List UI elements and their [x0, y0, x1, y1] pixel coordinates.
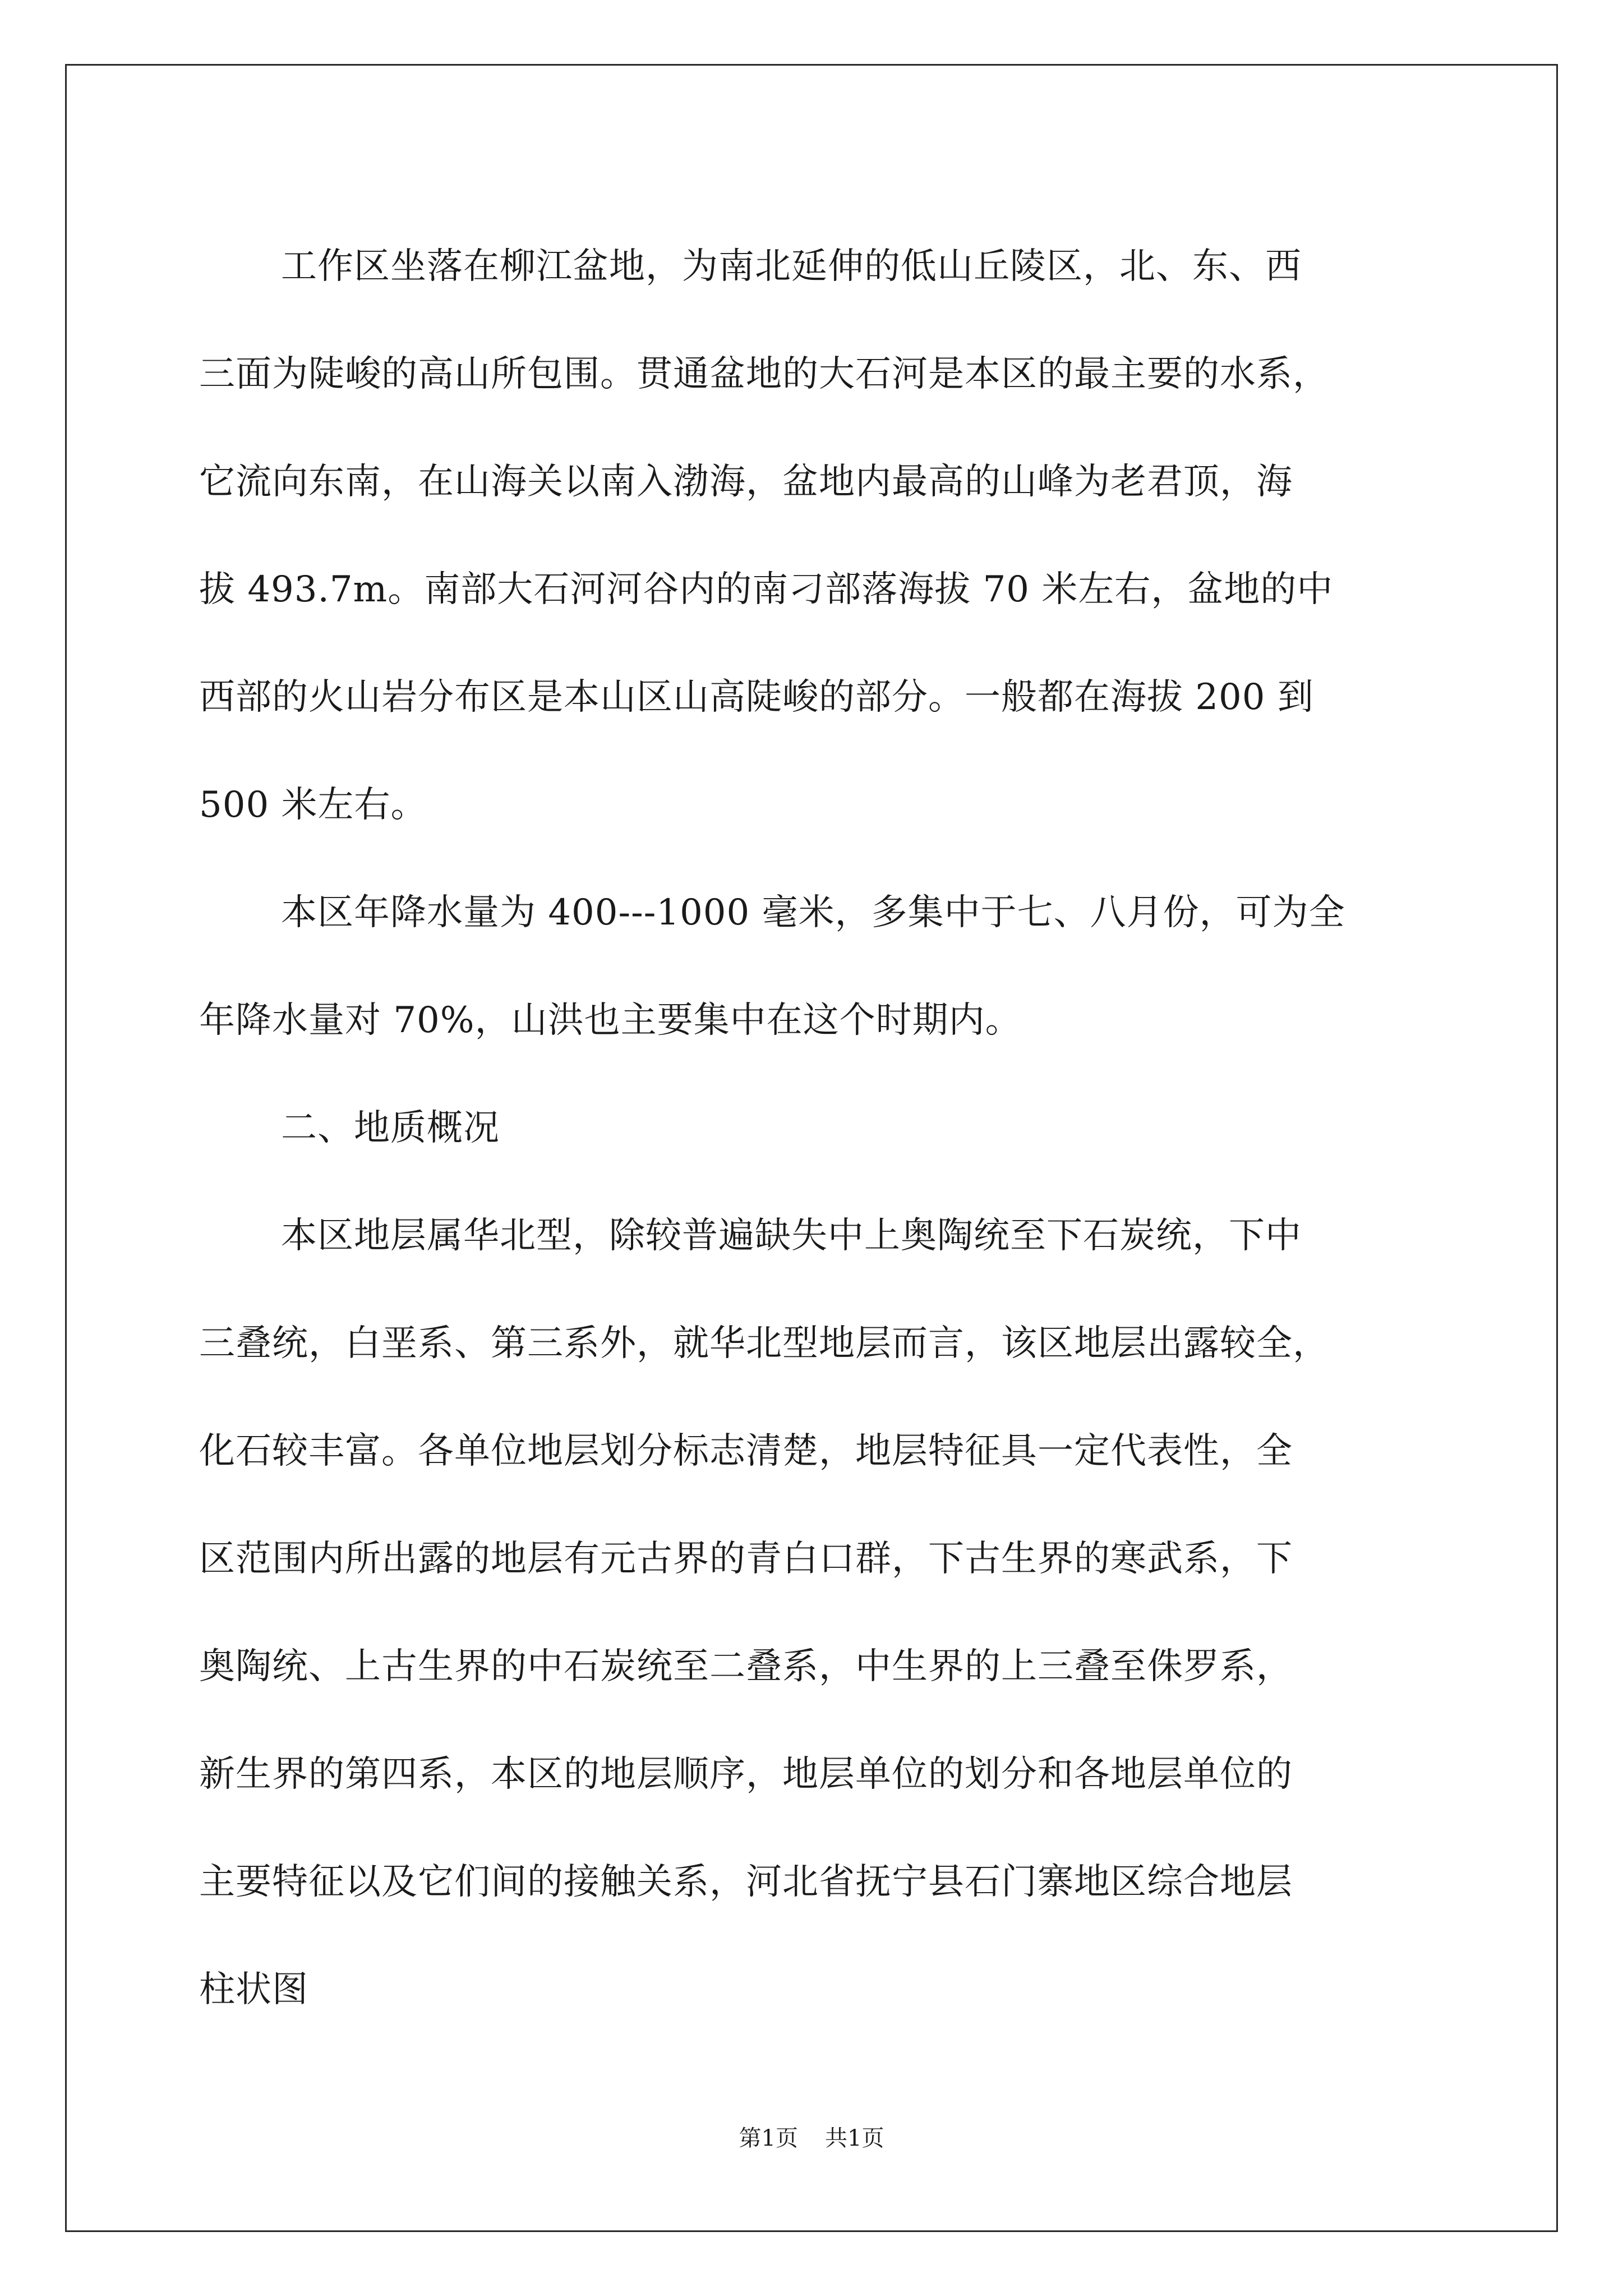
text-line: 它流向东南，在山海关以南入渤海，盆地内最高的山峰为老君顶，海 [199, 461, 1293, 503]
text-line: 区范围内所出露的地层有元古界的青白口群，下古生界的寒武系，下 [199, 1538, 1293, 1580]
paragraph-rainfall [199, 859, 1450, 1074]
page-number: 第1页 [739, 2125, 798, 2151]
page-footer [0, 2120, 1623, 2152]
text-line: 三叠统，白垩系、第三系外，就华北型地层而言，该区地层出露较全， [199, 1323, 1329, 1364]
text-line: 柱状图 [199, 1969, 308, 2010]
page-total: 共1页 [825, 2125, 884, 2151]
paragraph-terrain [199, 213, 1450, 859]
text-line: 本区年降水量为 400---1000 毫米，多集中于七、八月份，可为全 [281, 892, 1345, 933]
text-line: 西部的火山岩分布区是本山区山高陡峻的部分。一般都在海拔 200 到 [199, 677, 1314, 718]
section-heading-text: 二、地质概况 [281, 1107, 500, 1149]
section-heading-geology [199, 1074, 1450, 1182]
text-line: 拔 493.7m。南部大石河河谷内的南刁部落海拔 70 米左右，盆地的中 [199, 569, 1334, 610]
document-body [199, 213, 1450, 2044]
text-line: 新生界的第四系，本区的地层顺序，地层单位的划分和各地层单位的 [199, 1754, 1293, 1795]
text-line: 三面为陡峻的高山所包围。贯通盆地的大石河是本区的最主要的水系， [199, 353, 1329, 395]
text-line: 奥陶统、上古生界的中石炭统至二叠系，中生界的上三叠至侏罗系， [199, 1646, 1293, 1687]
text-line: 工作区坐落在柳江盆地，为南北延伸的低山丘陵区，北、东、西 [281, 246, 1302, 287]
text-line: 500 米左右。 [199, 784, 427, 826]
text-line: 年降水量对 70%，山洪也主要集中在这个时期内。 [199, 1000, 1022, 1041]
text-line: 主要特征以及它们间的接触关系，河北省抚宁县石门寨地区综合地层 [199, 1861, 1293, 1903]
text-line: 化石较丰富。各单位地层划分标志清楚，地层特征具一定代表性，全 [199, 1430, 1293, 1472]
text-line: 本区地层属华北型，除较普遍缺失中上奥陶统至下石炭统，下中 [281, 1215, 1302, 1257]
paragraph-strata [199, 1182, 1450, 2044]
